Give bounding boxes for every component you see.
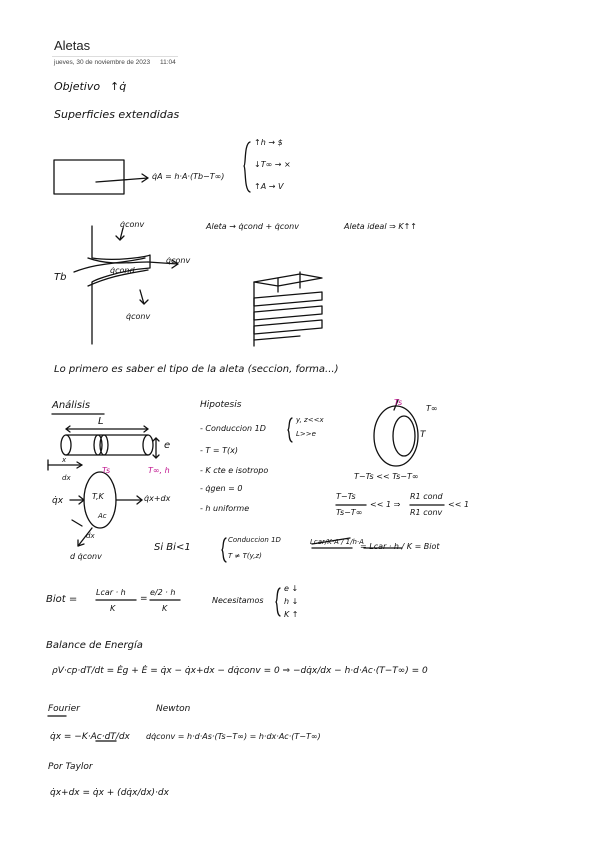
ts-magenta-label: Ts (102, 466, 111, 475)
hipotesis-1-cond-a: y, z<<x (296, 416, 324, 424)
taylor-equation: q̇x+dx = q̇x + (dq̇x/dx)·dx (50, 788, 169, 798)
qconv-right-label: q̇conv (166, 256, 191, 265)
wall-rectangle (54, 160, 124, 194)
qxdx-label: q̇x+dx (144, 494, 171, 503)
biot-denominator-2: K (162, 604, 168, 613)
hipotesis-4: - q̇gen = 0 (200, 484, 243, 493)
ac-label: Ac (98, 512, 107, 520)
biot-numerator: Lcar · h (96, 588, 126, 597)
fin-profile (92, 226, 150, 344)
cross-section-inner (393, 416, 415, 456)
qcond-label: q̇cond (110, 266, 135, 275)
x-label: x (62, 456, 67, 464)
tinf-circle-label: T∞ (426, 404, 438, 413)
aleta-definition: Aleta → q̇cond + q̇conv (206, 222, 299, 231)
analisis-heading: Análisis (52, 400, 91, 411)
heat-arrow (96, 178, 148, 182)
si-bi-label: Si Bi<1 (154, 542, 191, 553)
hipotesis-1: - Conduccion 1D (200, 424, 266, 433)
hipotesis-1-cond-b: L>>e (296, 430, 316, 438)
aleta-ideal: Aleta ideal ⇒ K↑↑ (344, 222, 417, 231)
note-title: Aletas (54, 38, 91, 53)
qconv-top-label: q̇conv (120, 220, 145, 229)
fraction-1-den: Ts−T∞ (336, 508, 363, 517)
hipotesis-heading: Hipotesis (200, 400, 242, 410)
newton-heading: Newton (156, 704, 191, 714)
bi-result-1: Conduccion 1D (228, 536, 281, 544)
thickness-label: e (164, 440, 171, 451)
objetivo-symbol: ↑q̇ (110, 80, 127, 93)
biot-equals: = (140, 594, 148, 604)
biot-numerator-2: e/2 · h (150, 588, 176, 597)
qconv-bottom-label: q̇conv (126, 312, 151, 321)
hipotesis-5: - h uniforme (200, 504, 250, 513)
need-e: e ↓ (284, 584, 299, 593)
tinf-h-label: T∞, h (148, 466, 170, 475)
note-date: jueves, 30 de noviembre de 2023 (54, 59, 151, 66)
a-arrow-note: ↑A → V (254, 182, 284, 191)
fourier-equation: q̇x = −K·Ac·dT/dx (50, 732, 130, 742)
cross-section-outer (374, 406, 418, 466)
h-arrow-note: ↑h → $ (254, 138, 283, 147)
length-label: L (98, 416, 104, 427)
qx-label: q̇x (52, 496, 64, 506)
inequality-mid: << 1 ⇒ (370, 500, 401, 509)
tb-label: Tb (54, 272, 67, 283)
objetivo-label: Objetivo (54, 80, 101, 93)
fraction-1-num: T−Ts (336, 492, 356, 501)
biot-label: Biot = (46, 594, 78, 605)
dx-label: dx (62, 474, 71, 482)
brace-1 (244, 142, 250, 192)
balance-heading: Balance de Energía (46, 640, 143, 651)
hipotesis-2: - T = T(x) (200, 446, 238, 455)
newton-equation: dq̇conv = h·d·As·(Ts−T∞) = h·dx·Ac·(T−T∞) (146, 732, 321, 741)
biot-denominator: K (110, 604, 116, 613)
energy-balance-equation: ρV·cp·dT/dt = Ėg + Ė = q̇x − q̇x+dx − dq̇conv = 0 ⇒ −dq̇x/dx − h·d·Ac·(T−T∞) = 0 (52, 666, 428, 676)
need-k: K ↑ (284, 610, 299, 619)
note-time: 11:04 (159, 59, 176, 66)
temperature-inequality: T−Ts << Ts−T∞ (354, 472, 419, 481)
fin-stack (254, 274, 322, 286)
dx-bottom-label: dx (86, 532, 95, 540)
cylinder-left-end (61, 435, 71, 455)
dqconv-label: d q̇conv (70, 552, 102, 561)
fraction-2-den: R1 conv (410, 508, 443, 517)
taylor-heading: Por Taylor (48, 762, 93, 772)
bi-result-2: T ≠ T(y,z) (228, 552, 262, 560)
hipotesis-3: - K cte e isotropo (200, 466, 269, 475)
fourier-heading: Fourier (48, 704, 80, 714)
necesitamos-label: Necesitamos (212, 596, 264, 605)
t-circle-label: T (420, 430, 426, 440)
inequality-end: << 1 (448, 500, 470, 509)
need-h: h ↓ (284, 597, 299, 606)
lo-primero-note: Lo primero es saber el tipo de la aleta (seccion, forma...) (54, 364, 339, 375)
superficies-heading: Superficies extendidas (54, 108, 180, 121)
qa-formula: q̇A = h·A·(Tb−T∞) (152, 172, 225, 181)
lcar-fraction: Lcar/K·A / 1/h·A (310, 538, 364, 546)
lcar-equation: = Lcar · h / K = Biot (360, 542, 440, 551)
tk-label: T,K (92, 492, 104, 501)
tinf-arrow-note: ↓T∞ → × (254, 160, 291, 169)
ts-circle-label: Ts (394, 398, 403, 407)
fraction-2-num: R1 cond (410, 492, 443, 501)
